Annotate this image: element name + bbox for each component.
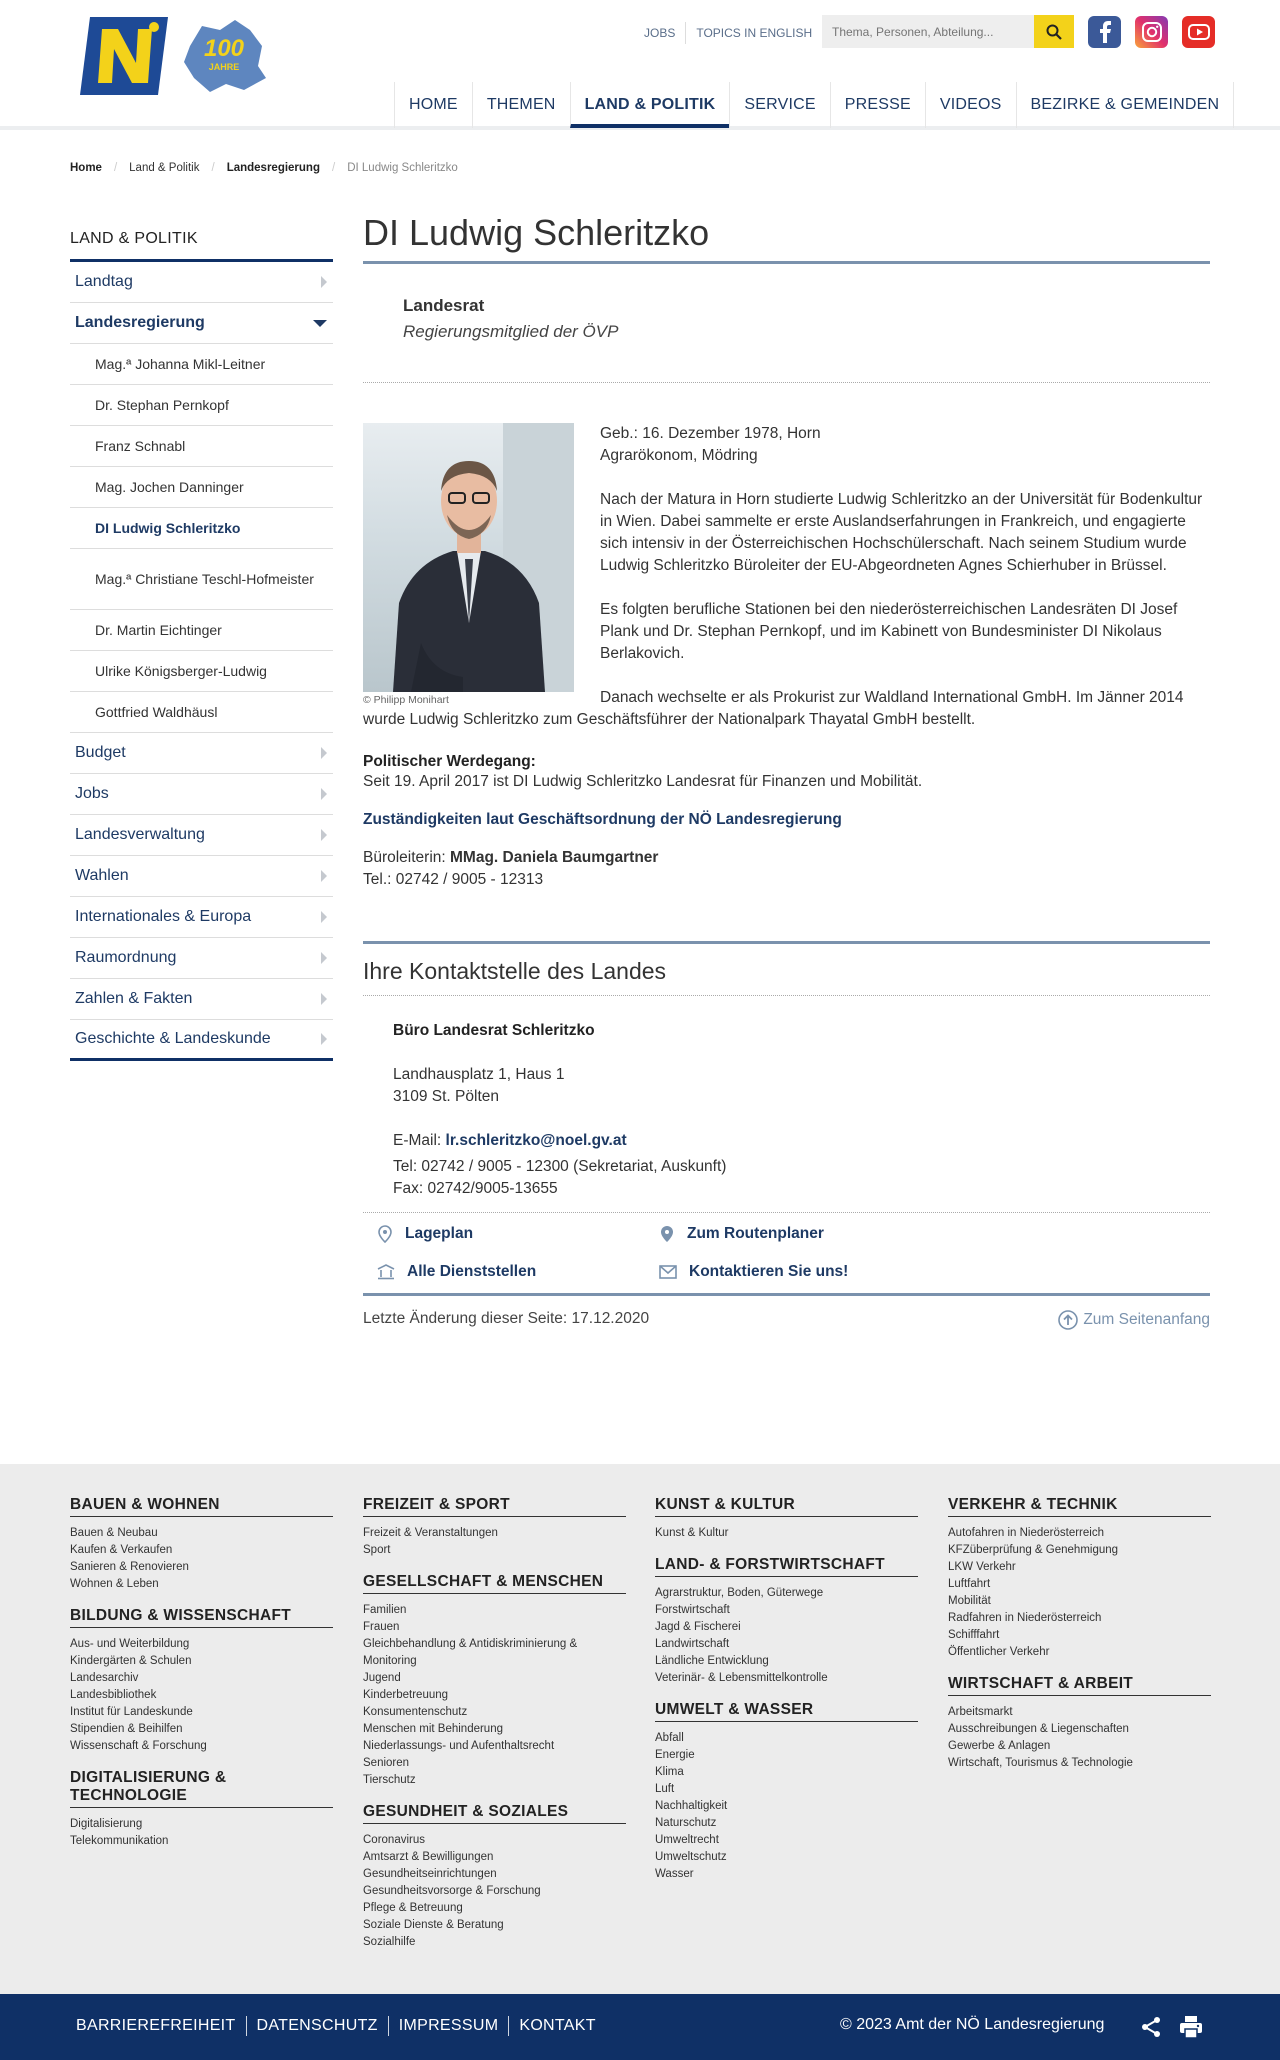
main-content bbox=[363, 200, 1210, 1330]
footer-group bbox=[655, 1556, 918, 1687]
chevron-right-icon bbox=[321, 952, 327, 964]
sidebar-sub-item[interactable]: Dr. Martin Eichtinger bbox=[70, 610, 333, 651]
footer-link[interactable]: Wissenschaft & Forschung bbox=[70, 1740, 207, 1752]
footer-group bbox=[363, 1496, 626, 1559]
topics-in-english-link[interactable]: TOPICS IN ENGLISH bbox=[696, 26, 813, 40]
footer-link[interactable]: Coronavirus bbox=[363, 1834, 425, 1846]
footer-link[interactable]: Öffentlicher Verkehr bbox=[948, 1646, 1050, 1658]
nav-service[interactable]: SERVICE bbox=[729, 82, 829, 128]
footer-heading: GESUNDHEIT & SOZIALES bbox=[363, 1803, 626, 1824]
footer-heading: KUNST & KULTUR bbox=[655, 1496, 918, 1517]
footer-link[interactable]: Wasser bbox=[655, 1868, 694, 1880]
contact-org: Büro Landesrat Schleritzko bbox=[393, 1022, 595, 1039]
footer-link[interactable]: Luftfahrt bbox=[948, 1578, 991, 1590]
chevron-down-icon bbox=[313, 320, 327, 327]
copyright: © 2023 Amt der NÖ Landesregierung bbox=[840, 2016, 1105, 2033]
footer-link[interactable]: Amtsarzt & Bewilligungen bbox=[363, 1851, 494, 1863]
office-head-name: MMag. Daniela Baumgartner bbox=[450, 849, 659, 866]
footer-link[interactable]: Institut für Landeskunde bbox=[70, 1706, 193, 1718]
nav-land-und-politik[interactable]: LAND & POLITIK bbox=[570, 82, 730, 128]
office-head: Büroleiterin: MMag. Daniela Baumgartner Tel.: 02742 / 9005 - 12313 bbox=[363, 849, 659, 888]
bio-paragraph: Nach der Matura in Horn studierte Ludwig Schleritzko an der Universität für Bodenkultur in Wien. Dabei sammelte er erste Auslandserfahrungen in Frankreich, und engagierte sich intensiv in der Österreichischen Hochschülerschaft. Nach seinem Studium wurde Ludwig Schleritzko Büroleiter der EU-Abgeordneten Agnes Schierhuber in Brüssel. bbox=[600, 491, 1203, 574]
role-block bbox=[363, 296, 1210, 342]
footer-heading: VERKEHR & TECHNIK bbox=[948, 1496, 1211, 1517]
chevron-right-icon bbox=[321, 1033, 327, 1045]
contact-fax: Fax: 02742/9005-13655 bbox=[393, 1180, 558, 1197]
footer-link[interactable]: Soziale Dienste & Beratung bbox=[363, 1919, 504, 1931]
sidebar-item-geschichte[interactable]: Geschichte & Landeskunde bbox=[70, 1020, 333, 1061]
footer-link[interactable]: Radfahren in Niederösterreich bbox=[948, 1612, 1102, 1624]
search-icon bbox=[1046, 24, 1062, 40]
footer-link[interactable]: Niederlassungs- und Aufenthaltsrecht bbox=[363, 1740, 555, 1752]
legal-links bbox=[70, 2016, 602, 2036]
facebook-icon[interactable] bbox=[1088, 16, 1121, 48]
footer-link[interactable]: Senioren bbox=[363, 1757, 410, 1769]
kontakt-link[interactable]: KONTAKT bbox=[519, 2017, 596, 2034]
share-icon[interactable] bbox=[1140, 2016, 1162, 2043]
footer-group bbox=[655, 1496, 918, 1542]
footer-link[interactable]: Pflege & Betreuung bbox=[363, 1902, 463, 1914]
footer-link[interactable]: Tierschutz bbox=[363, 1774, 416, 1786]
footer-link[interactable]: Jagd & Fischerei bbox=[655, 1621, 741, 1633]
footer-link[interactable]: Ländliche Entwicklung bbox=[655, 1655, 769, 1667]
contact-links bbox=[363, 1212, 1210, 1296]
nav-themen[interactable]: THEMEN bbox=[472, 82, 570, 128]
sidebar-sub-item[interactable]: Dr. Stephan Pernkopf bbox=[70, 385, 333, 426]
footer-heading: WIRTSCHAFT & ARBEIT bbox=[948, 1675, 1211, 1696]
footer-link[interactable]: KFZüberprüfung & Genehmigung bbox=[948, 1544, 1119, 1556]
footer-link[interactable]: Kinderbetreuung bbox=[363, 1689, 449, 1701]
barrierefreiheit-link[interactable]: BARRIEREFREIHEIT bbox=[76, 2017, 236, 2034]
footer-column bbox=[70, 1496, 333, 1864]
chevron-right-icon bbox=[321, 747, 327, 759]
sidebar-item-budget[interactable]: Budget bbox=[70, 733, 333, 774]
footer-column bbox=[363, 1496, 626, 1965]
footer-link[interactable]: Gesundheitseinrichtungen bbox=[363, 1868, 497, 1880]
footer-link[interactable]: Aus- und Weiterbildung bbox=[70, 1638, 190, 1650]
bio-paragraph: Geb.: 16. Dezember 1978, Horn Agrarökonom, Mödring bbox=[600, 425, 821, 464]
photo-credit: © Philipp Monihart bbox=[363, 694, 449, 706]
footer-link[interactable]: Gleichbehandlung & Antidiskriminierung & Monitoring bbox=[363, 1638, 578, 1667]
sidebar-sub-item[interactable]: Mag.ª Johanna Mikl-Leitner bbox=[70, 344, 333, 385]
footer-link[interactable]: Gesundheitsvorsorge & Forschung bbox=[363, 1885, 541, 1897]
footer-link[interactable]: Wohnen & Leben bbox=[70, 1578, 159, 1590]
footer-link[interactable]: Kaufen & Verkaufen bbox=[70, 1544, 173, 1556]
nav-home[interactable]: HOME bbox=[394, 82, 472, 128]
footer-link[interactable]: Konsumentenschutz bbox=[363, 1706, 468, 1718]
instagram-icon[interactable] bbox=[1135, 16, 1168, 48]
100-jahre-logo bbox=[180, 16, 268, 94]
dienststellen-link[interactable]: Alle Dienststellen bbox=[377, 1263, 659, 1281]
footer-link[interactable]: Gewerbe & Anlagen bbox=[948, 1740, 1051, 1752]
footer-heading: BAUEN & WOHNEN bbox=[70, 1496, 333, 1517]
office-head-phone: Tel.: 02742 / 9005 - 12313 bbox=[363, 871, 544, 888]
footer-group bbox=[70, 1607, 333, 1755]
footer-link[interactable]: Sanieren & Renovieren bbox=[70, 1561, 189, 1573]
datenschutz-link[interactable]: DATENSCHUTZ bbox=[256, 2017, 378, 2034]
svg-text:JAHRE: JAHRE bbox=[208, 62, 240, 72]
noe-logo[interactable] bbox=[80, 17, 168, 95]
portrait bbox=[363, 423, 574, 706]
breadcrumb-landesregierung[interactable]: Landesregierung bbox=[226, 162, 320, 174]
footer-link[interactable]: Umweltschutz bbox=[655, 1851, 727, 1863]
sidebar-item-wahlen[interactable]: Wahlen bbox=[70, 856, 333, 897]
last-change-row bbox=[363, 1310, 1210, 1330]
sidebar-sub-item[interactable]: Gottfried Waldhäusl bbox=[70, 692, 333, 733]
footer-link[interactable]: Energie bbox=[655, 1749, 695, 1761]
footer-heading: FREIZEIT & SPORT bbox=[363, 1496, 626, 1517]
search-input[interactable] bbox=[822, 15, 1032, 48]
footer-link[interactable]: Forstwirtschaft bbox=[655, 1604, 730, 1616]
footer-link[interactable]: Agrarstruktur, Boden, Güterwege bbox=[655, 1587, 824, 1599]
role-subtitle: Regierungsmitglied der ÖVP bbox=[403, 322, 619, 341]
political-career-heading: Politischer Werdegang: bbox=[363, 753, 536, 770]
contact-phone: Tel: 02742 / 9005 - 12300 (Sekretariat, Auskunft) bbox=[393, 1158, 727, 1175]
footer-link[interactable]: Mobilität bbox=[948, 1595, 991, 1607]
footer-link[interactable]: Stipendien & Beihilfen bbox=[70, 1723, 183, 1735]
last-change-date: Letzte Änderung dieser Seite: 17.12.2020 bbox=[363, 1310, 650, 1327]
footer-link[interactable]: Familien bbox=[363, 1604, 407, 1616]
chevron-right-icon bbox=[321, 276, 327, 288]
footer-link[interactable]: Frauen bbox=[363, 1621, 400, 1633]
footer-link[interactable]: Freizeit & Veranstaltungen bbox=[363, 1527, 498, 1539]
footer-link[interactable]: Landwirtschaft bbox=[655, 1638, 730, 1650]
page-title: DI Ludwig Schleritzko bbox=[363, 200, 1210, 264]
breadcrumb: Home / Land & Politik / Landesregierung / DI Ludwig Schleritzko bbox=[70, 162, 458, 174]
sidebar-item-landesregierung[interactable]: Landesregierung bbox=[70, 303, 333, 344]
footer-link[interactable]: Klima bbox=[655, 1766, 684, 1778]
footer-group bbox=[363, 1573, 626, 1789]
footer-link[interactable]: Kunst & Kultur bbox=[655, 1527, 729, 1539]
nav-presse[interactable]: PRESSE bbox=[830, 82, 925, 128]
sidebar-sub-item[interactable]: Ulrike Königsberger-Ludwig bbox=[70, 651, 333, 692]
footer-link[interactable]: Veterinär- & Lebensmittelkontrolle bbox=[655, 1672, 828, 1684]
breadcrumb-home[interactable]: Home bbox=[70, 162, 102, 174]
map-pin-icon bbox=[377, 1225, 393, 1243]
sidebar bbox=[70, 222, 333, 1061]
search-box bbox=[822, 15, 1074, 48]
footer-heading: UMWELT & WASSER bbox=[655, 1701, 918, 1722]
footer-heading: LAND- & FORSTWIRTSCHAFT bbox=[655, 1556, 918, 1577]
footer-heading: GESELLSCHAFT & MENSCHEN bbox=[363, 1573, 626, 1594]
chevron-right-icon bbox=[321, 788, 327, 800]
bio-section bbox=[363, 423, 1210, 753]
bio-paragraph: Danach wechselte er als Prokurist zur Waldland International GmbH. Im Jänner 2014 wurde Ludwig Schleritzko zum Geschäftsführer der Nationalpark Thayatal GmbH bestellt. bbox=[363, 689, 1184, 728]
youtube-icon[interactable] bbox=[1182, 16, 1215, 48]
sidebar-sub-item[interactable]: Franz Schnabl bbox=[70, 426, 333, 467]
footer-link[interactable]: Sozialhilfe bbox=[363, 1936, 416, 1948]
contact-address: Landhausplatz 1, Haus 1 3109 St. Pölten bbox=[393, 1066, 565, 1105]
top-links bbox=[634, 22, 822, 44]
main-navigation bbox=[394, 82, 1234, 128]
zustaendigkeiten-link[interactable]: Zuständigkeiten laut Geschäftsordnung der NÖ Landesregierung bbox=[363, 811, 842, 828]
footer-link[interactable]: Naturschutz bbox=[655, 1817, 717, 1829]
footer-group bbox=[363, 1803, 626, 1951]
footer-link[interactable]: Jugend bbox=[363, 1672, 401, 1684]
footer-link[interactable]: Nachhaltigkeit bbox=[655, 1800, 728, 1812]
jobs-link[interactable]: JOBS bbox=[644, 26, 676, 40]
footer-link[interactable]: Abfall bbox=[655, 1732, 684, 1744]
footer-link[interactable]: LKW Verkehr bbox=[948, 1561, 1016, 1573]
footer-link[interactable]: Kindergärten & Schulen bbox=[70, 1655, 192, 1667]
svg-text:100: 100 bbox=[203, 35, 245, 62]
footer-link[interactable]: Arbeitsmarkt bbox=[948, 1706, 1013, 1718]
bio-paragraph: Es folgten berufliche Stationen bei den niederösterreichischen Landesräten DI Josef Plank und Dr. Stephan Pernkopf, und im Kabinett von Bundesminister DI Nikolaus Berlakovich. bbox=[600, 601, 1178, 662]
routenplaner-link[interactable]: Zum Routenplaner bbox=[659, 1225, 941, 1243]
divider bbox=[363, 382, 1210, 383]
footer-group bbox=[70, 1496, 333, 1593]
footer-link[interactable]: Autofahren in Niederösterreich bbox=[948, 1527, 1104, 1539]
footer-group bbox=[655, 1701, 918, 1883]
contact-title: Ihre Kontaktstelle des Landes bbox=[363, 944, 1210, 996]
nav-videos[interactable]: VIDEOS bbox=[925, 82, 1016, 128]
footer-link[interactable]: Ausschreibungen & Liegenschaften bbox=[948, 1723, 1129, 1735]
footer bbox=[0, 1464, 1280, 1994]
sidebar-title: LAND & POLITIK bbox=[70, 222, 333, 262]
lageplan-link[interactable]: Lageplan bbox=[377, 1225, 659, 1243]
footer-group bbox=[70, 1769, 333, 1850]
chevron-right-icon bbox=[321, 911, 327, 923]
role-title: Landesrat bbox=[403, 296, 485, 315]
nav-bezirke-und-gemeinden[interactable]: BEZIRKE & GEMEINDEN bbox=[1016, 82, 1235, 128]
footer-link[interactable]: Landesbibliothek bbox=[70, 1689, 157, 1701]
footer-group bbox=[948, 1675, 1211, 1772]
contact-details: Büro Landesrat Schleritzko Landhausplatz 1, Haus 1 3109 St. Pölten E-Mail: lr.schleritzko@noel.gv.at Tel: 02742 / 9005 - 12300 (Sekretariat, Auskunft) Fax: 02742/9005-13655 bbox=[363, 996, 1210, 1200]
footer-link[interactable]: Luft bbox=[655, 1783, 675, 1795]
sidebar-sub-item[interactable]: Mag. Jochen Danninger bbox=[70, 467, 333, 508]
arrow-up-circle-icon bbox=[1058, 1310, 1078, 1330]
sidebar-item-zahlen-fakten[interactable]: Zahlen & Fakten bbox=[70, 979, 333, 1020]
footer-group bbox=[948, 1496, 1211, 1661]
chevron-right-icon bbox=[321, 993, 327, 1005]
footer-link[interactable]: Digitalisierung bbox=[70, 1818, 143, 1830]
breadcrumb-land-und-politik[interactable]: Land & Politik bbox=[129, 162, 200, 174]
contact-box bbox=[363, 941, 1210, 1330]
search-button[interactable] bbox=[1034, 15, 1074, 48]
chevron-right-icon bbox=[321, 870, 327, 882]
footer-heading: BILDUNG & WISSENSCHAFT bbox=[70, 1607, 333, 1628]
sidebar-sub-item[interactable]: Mag.ª Christiane Teschl-Hofmeister bbox=[70, 549, 333, 610]
sidebar-sub-item-active[interactable]: DI Ludwig Schleritzko bbox=[70, 508, 333, 549]
portrait-photo bbox=[363, 423, 574, 692]
bottom-bar bbox=[0, 1994, 1280, 2060]
building-icon bbox=[377, 1264, 395, 1280]
footer-link[interactable]: Menschen mit Behinderung bbox=[363, 1723, 503, 1735]
sidebar-item-landesverwaltung[interactable]: Landesverwaltung bbox=[70, 815, 333, 856]
mail-icon bbox=[659, 1265, 677, 1279]
political-career-text: Seit 19. April 2017 ist DI Ludwig Schleritzko Landesrat für Finanzen und Mobilität. bbox=[363, 773, 923, 790]
sidebar-item-internationales[interactable]: Internationales & Europa bbox=[70, 897, 333, 938]
footer-link[interactable]: Telekommunikation bbox=[70, 1835, 169, 1847]
sidebar-item-raumordnung[interactable]: Raumordnung bbox=[70, 938, 333, 979]
footer-link[interactable]: Umweltrecht bbox=[655, 1834, 719, 1846]
site-header bbox=[0, 0, 1280, 130]
chevron-right-icon bbox=[321, 829, 327, 841]
back-to-top-link[interactable]: Zum Seitenanfang bbox=[1058, 1310, 1210, 1330]
footer-column bbox=[655, 1496, 918, 1897]
kontakt-link[interactable]: Kontaktieren Sie uns! bbox=[659, 1263, 941, 1281]
footer-link[interactable]: Landesarchiv bbox=[70, 1672, 139, 1684]
footer-link[interactable]: Bauen & Neubau bbox=[70, 1527, 158, 1539]
breadcrumb-current: DI Ludwig Schleritzko bbox=[347, 162, 458, 174]
location-icon bbox=[659, 1225, 675, 1243]
sidebar-item-landtag[interactable]: Landtag bbox=[70, 262, 333, 303]
sidebar-item-jobs[interactable]: Jobs bbox=[70, 774, 333, 815]
impressum-link[interactable]: IMPRESSUM bbox=[398, 2017, 499, 2034]
footer-link[interactable]: Sport bbox=[363, 1544, 391, 1556]
print-icon[interactable] bbox=[1178, 2014, 1204, 2045]
footer-link[interactable]: Wirtschaft, Tourismus & Technologie bbox=[948, 1757, 1133, 1769]
footer-heading: DIGITALISIERUNG & TECHNOLOGIE bbox=[70, 1769, 333, 1808]
footer-column bbox=[948, 1496, 1211, 1786]
contact-email-link[interactable]: lr.schleritzko@noel.gv.at bbox=[445, 1132, 627, 1149]
footer-link[interactable]: Schifffahrt bbox=[948, 1629, 1000, 1641]
